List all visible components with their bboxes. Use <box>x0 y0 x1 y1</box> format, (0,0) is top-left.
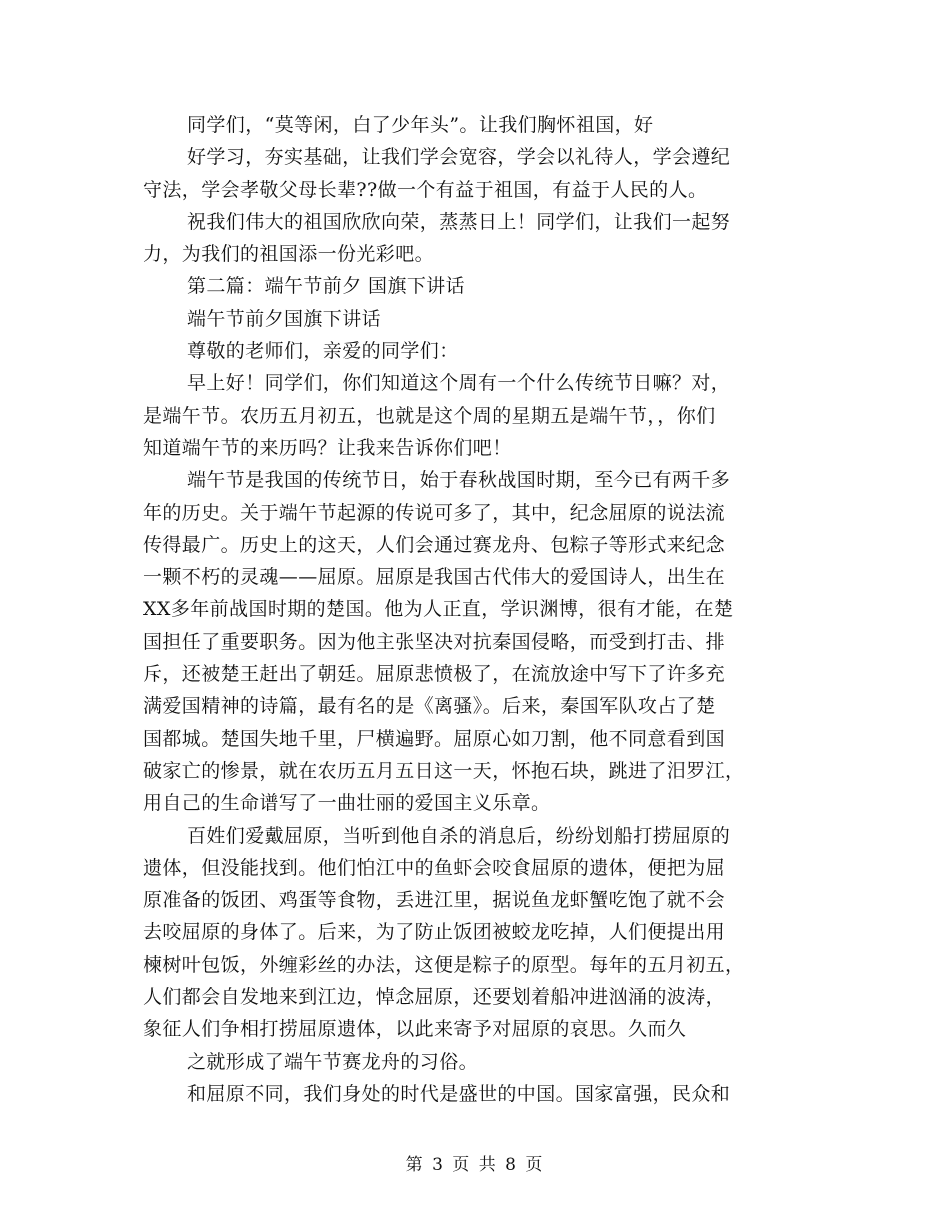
text-line: 早上好！同学们，你们知道这个周有一个什么传统节日嘛？对， <box>187 372 731 395</box>
text-line: 国担任了重要职务。因为他主张坚决对抗秦国侵略，而受到打击、排 <box>143 630 726 653</box>
text-line: 百姓们爱戴屈原，当听到他自杀的消息后，纷纷划船打捞屈原的 <box>187 824 731 847</box>
text-line: 满爱国精神的诗篇，最有名的是《离骚》。后来，秦国军队攻占了楚 <box>143 695 716 718</box>
text-line: 斥，还被楚王赶出了朝廷。屈原悲愤极了，在流放途中写下了许多充 <box>143 663 726 686</box>
text-line: 原准备的饭团、鸡蛋等食物，丢进江里，据说鱼龙虾蟹吃饱了就不会 <box>143 889 726 912</box>
text-line: 是端午节。农历五月初五，也就是这个周的星期五是端午节，，你们 <box>143 404 716 427</box>
text-line: 用自己的生命谱写了一曲壮丽的爱国主义乐章。 <box>143 792 551 815</box>
text-line: 去咬屈原的身体了。后来，为了防止饭团被蛟龙吃掉，人们便提出用 <box>143 921 726 944</box>
text-line: 国都城。楚国失地千里，尸横遍野。屈原心如刀割，他不同意看到国 <box>143 727 726 750</box>
text-line: XX多年前战国时期的楚国。他为人正直，学识渊博，很有才能，在楚 <box>143 598 734 621</box>
text-line: 年的历史。关于端午节起源的传说可多了，其中，纪念屈原的说法流 <box>143 501 726 524</box>
text-line: 之就形成了端午节赛龙舟的习俗。 <box>187 1050 479 1073</box>
text-line: 同学们，“莫等闲，白了少年头”。让我们胸怀祖国，好 <box>187 114 654 136</box>
text-line: 和屈原不同，我们身处的时代是盛世的中国。国家富强，民众和 <box>187 1082 731 1105</box>
text-line: 第二篇：端午节前夕 国旗下讲话 <box>187 275 466 298</box>
text-line: 端午节前夕国旗下讲话 <box>187 307 382 330</box>
page-footer: 第 3 页 共 8 页 <box>405 1155 545 1175</box>
text-line: 楝树叶包饭，外缠彩丝的办法，这便是粽子的原型。每年的五月初五， <box>143 953 745 976</box>
text-line: 传得最广。历史上的这天，人们会通过赛龙舟、包粽子等形式来纪念 <box>143 533 726 556</box>
text-line: 象征人们争相打捞屈原遗体，以此来寄予对屈原的哀思。久而久 <box>143 1018 687 1041</box>
text-line: 人们都会自发地来到江边，悼念屈原，还要划着船冲进汹涌的波涛， <box>143 986 726 1009</box>
document-body <box>143 109 803 1110</box>
text-line: 遗体，但没能找到。他们怕江中的鱼虾会咬食屈原的遗体，便把为屈 <box>143 856 726 879</box>
text-line: 端午节是我国的传统节日，始于春秋战国时期，至今已有两千多 <box>187 469 731 492</box>
text-line: 一颗不朽的灵魂——屈原。屈原是我国古代伟大的爱国诗人，出生在 <box>143 566 726 589</box>
text-line: 知道端午节的来历吗？让我来告诉你们吧！ <box>143 436 512 459</box>
text-line: 破家亡的惨景，就在农历五月五日这一天，怀抱石块，跳进了汨罗江， <box>143 759 745 782</box>
text-line: 尊敬的老师们，亲爱的同学们： <box>187 340 459 363</box>
text-line: 祝我们伟大的祖国欣欣向荣，蒸蒸日上！同学们，让我们一起努 <box>187 210 731 233</box>
text-line: 力，为我们的祖国添一份光彩吧。 <box>143 243 435 266</box>
text-line: 守法，学会孝敬父母长辈??做一个有益于祖国，有益于人民的人。 <box>143 178 708 201</box>
text-line: 好学习，夯实基础，让我们学会宽容，学会以礼待人，学会遵纪 <box>187 146 731 169</box>
